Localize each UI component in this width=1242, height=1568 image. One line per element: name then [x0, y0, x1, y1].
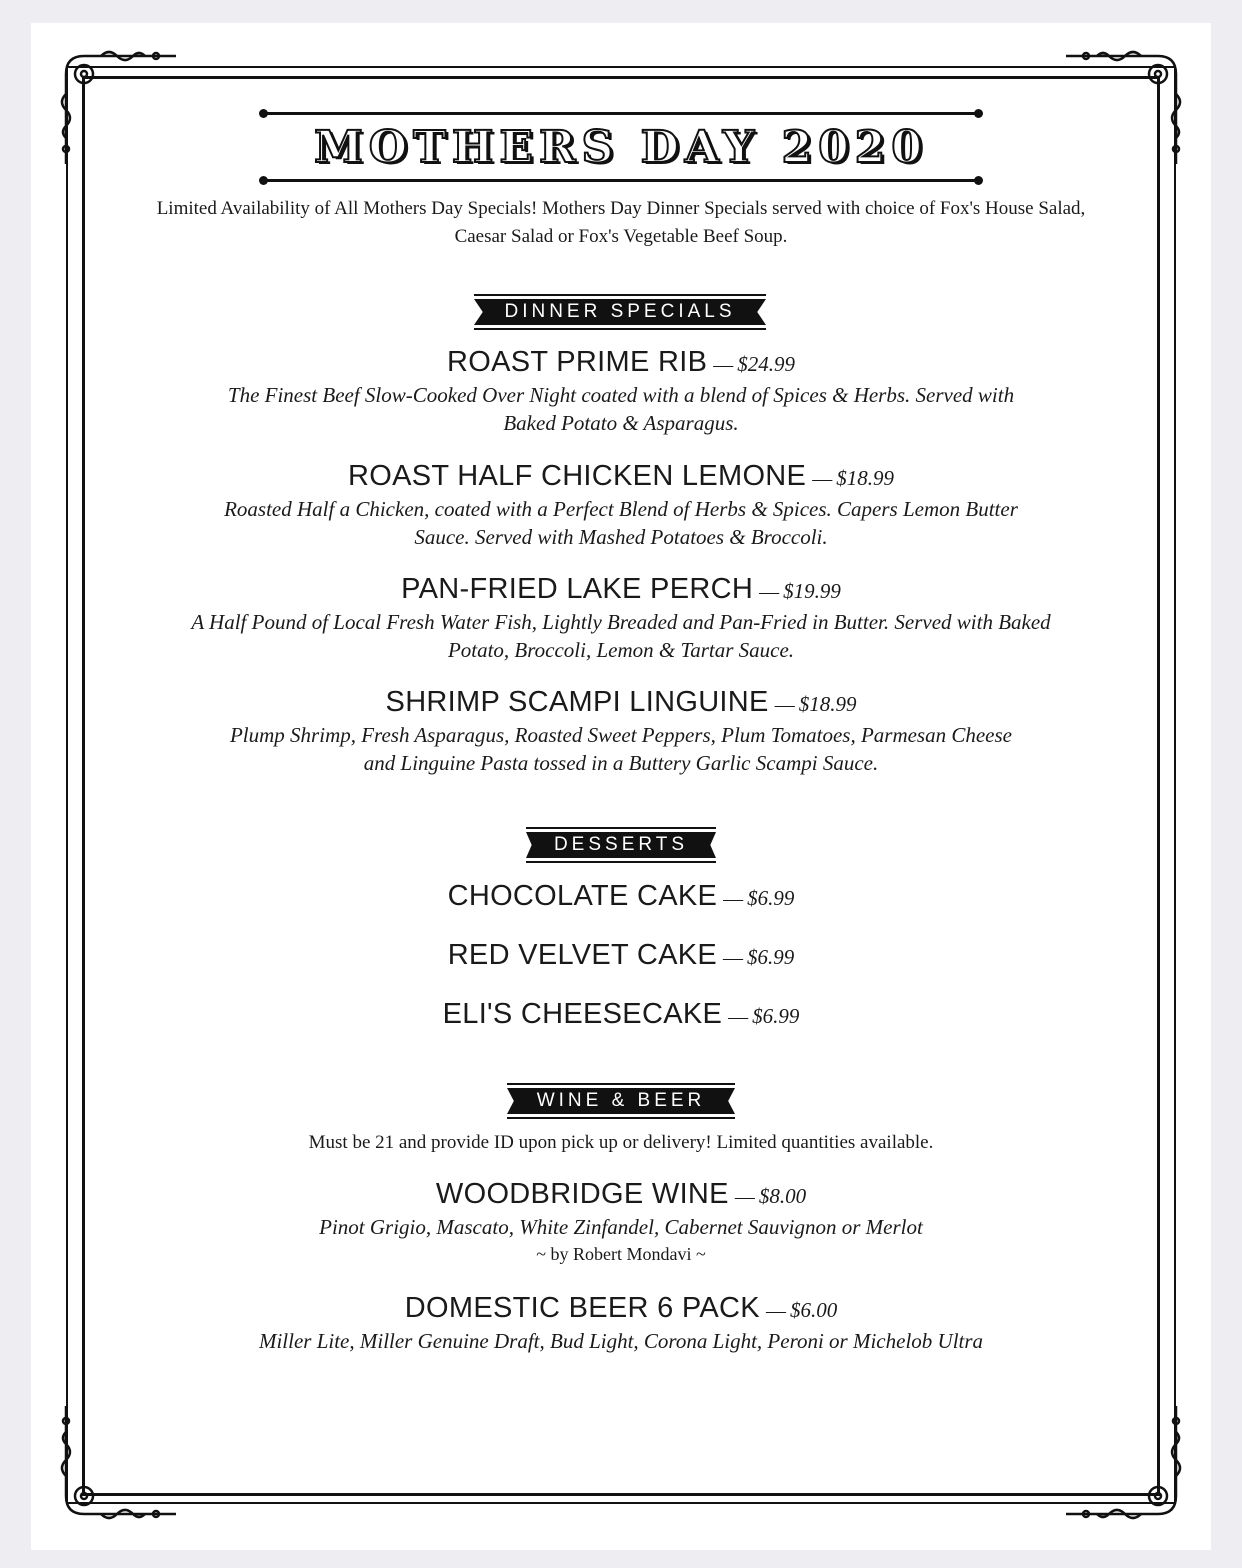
section-label-wine: WINE & BEER	[536, 1090, 706, 1111]
page-title: MOTHERS DAY 2020	[314, 122, 928, 173]
item-price: $18.99	[798, 692, 857, 716]
item-description: Plump Shrimp, Fresh Asparagus, Roasted Sweet Peppers, Plum Tomatoes, Parmesan Cheese and Linguine Pasta tossed in a Buttery Garlic Scampi Sauce.	[229, 723, 1012, 775]
section-label-dinner: DINNER SPECIALS	[504, 301, 736, 322]
section-label-desserts: DESSERTS	[553, 834, 689, 855]
item-name: ELI'S CHEESECAKE	[442, 998, 723, 1030]
item-name: SHRIMP SCAMPI LINGUINE	[385, 686, 769, 718]
item-price: $8.00	[758, 1184, 807, 1208]
intro-text: Limited Availability of All Mothers Day Specials! Mothers Day Dinner Specials served with choice of Fox's House Salad, Caesar Salad or Fox's Vegetable Beef Soup.	[156, 198, 1086, 247]
menu-item	[140, 1178, 1102, 1267]
item-description: Roasted Half a Chicken, coated with a Perfect Blend of Herbs & Spices. Capers Lemon Butter Sauce. Served with Mashed Potatoes & Broccoli.	[224, 497, 1018, 549]
item-name: PAN-FRIED LAKE PERCH	[401, 573, 754, 605]
item-name: RED VELVET CAKE	[447, 939, 718, 971]
item-dash: —	[723, 888, 744, 910]
item-price: $6.99	[747, 886, 795, 910]
item-description: A Half Pound of Local Fresh Water Fish, Lightly Breaded and Pan-Fried in Butter. Served with Baked Potato, Broccoli, Lemon & Tartar Sauce.	[191, 610, 1051, 662]
item-dash: —	[812, 468, 833, 490]
item-dash: —	[728, 1006, 749, 1028]
item-dash: —	[734, 1186, 755, 1208]
title-rule-top	[263, 112, 979, 115]
item-description: Pinot Grigio, Mascato, White Zinfandel, Cabernet Sauvignon or Merlot	[319, 1215, 923, 1239]
menu-item	[140, 686, 1102, 777]
menu-item	[140, 1292, 1102, 1355]
menu-item	[140, 880, 1102, 913]
item-price: $24.99	[737, 352, 795, 376]
menu-item	[140, 573, 1102, 664]
item-price: $6.99	[747, 945, 795, 969]
item-description: The Finest Beef Slow-Cooked Over Night coated with a blend of Spices & Herbs. Served with Baked Potato & Asparagus.	[227, 383, 1015, 435]
menu-item	[140, 346, 1102, 437]
item-price: $6.99	[752, 1004, 800, 1028]
inner-border	[82, 76, 1160, 1496]
item-dash: —	[765, 1300, 786, 1322]
item-name: ROAST PRIME RIB	[447, 346, 708, 378]
item-subtitle: ~ by Robert Mondavi ~	[536, 1244, 706, 1264]
item-dash: —	[713, 354, 734, 376]
menu-item	[140, 460, 1102, 551]
item-name: ROAST HALF CHICKEN LEMONE	[348, 460, 807, 492]
section-banner-desserts	[526, 827, 716, 863]
item-name: WOODBRIDGE WINE	[435, 1178, 729, 1210]
item-price: $18.99	[836, 466, 894, 490]
item-name: DOMESTIC BEER 6 PACK	[404, 1292, 760, 1324]
item-price: $19.99	[783, 579, 841, 603]
item-name: CHOCOLATE CAKE	[447, 880, 718, 912]
section-banner-wine	[507, 1083, 735, 1119]
corner-flourish-bottom-right	[1056, 1396, 1186, 1526]
item-dash: —	[759, 581, 780, 603]
corner-flourish-bottom-left	[56, 1396, 186, 1526]
menu-item	[140, 939, 1102, 972]
item-dash: —	[774, 694, 795, 716]
item-price: $6.00	[789, 1298, 838, 1322]
menu-item	[140, 998, 1102, 1031]
wine-note: Must be 21 and provide ID upon pick up or delivery! Limited quantities available.	[308, 1132, 934, 1153]
item-description: Miller Lite, Miller Genuine Draft, Bud Light, Corona Light, Peroni or Michelob Ultra	[258, 1329, 984, 1353]
section-banner-dinner	[474, 294, 766, 330]
title-rule-bottom	[263, 179, 979, 182]
item-dash: —	[723, 947, 744, 969]
